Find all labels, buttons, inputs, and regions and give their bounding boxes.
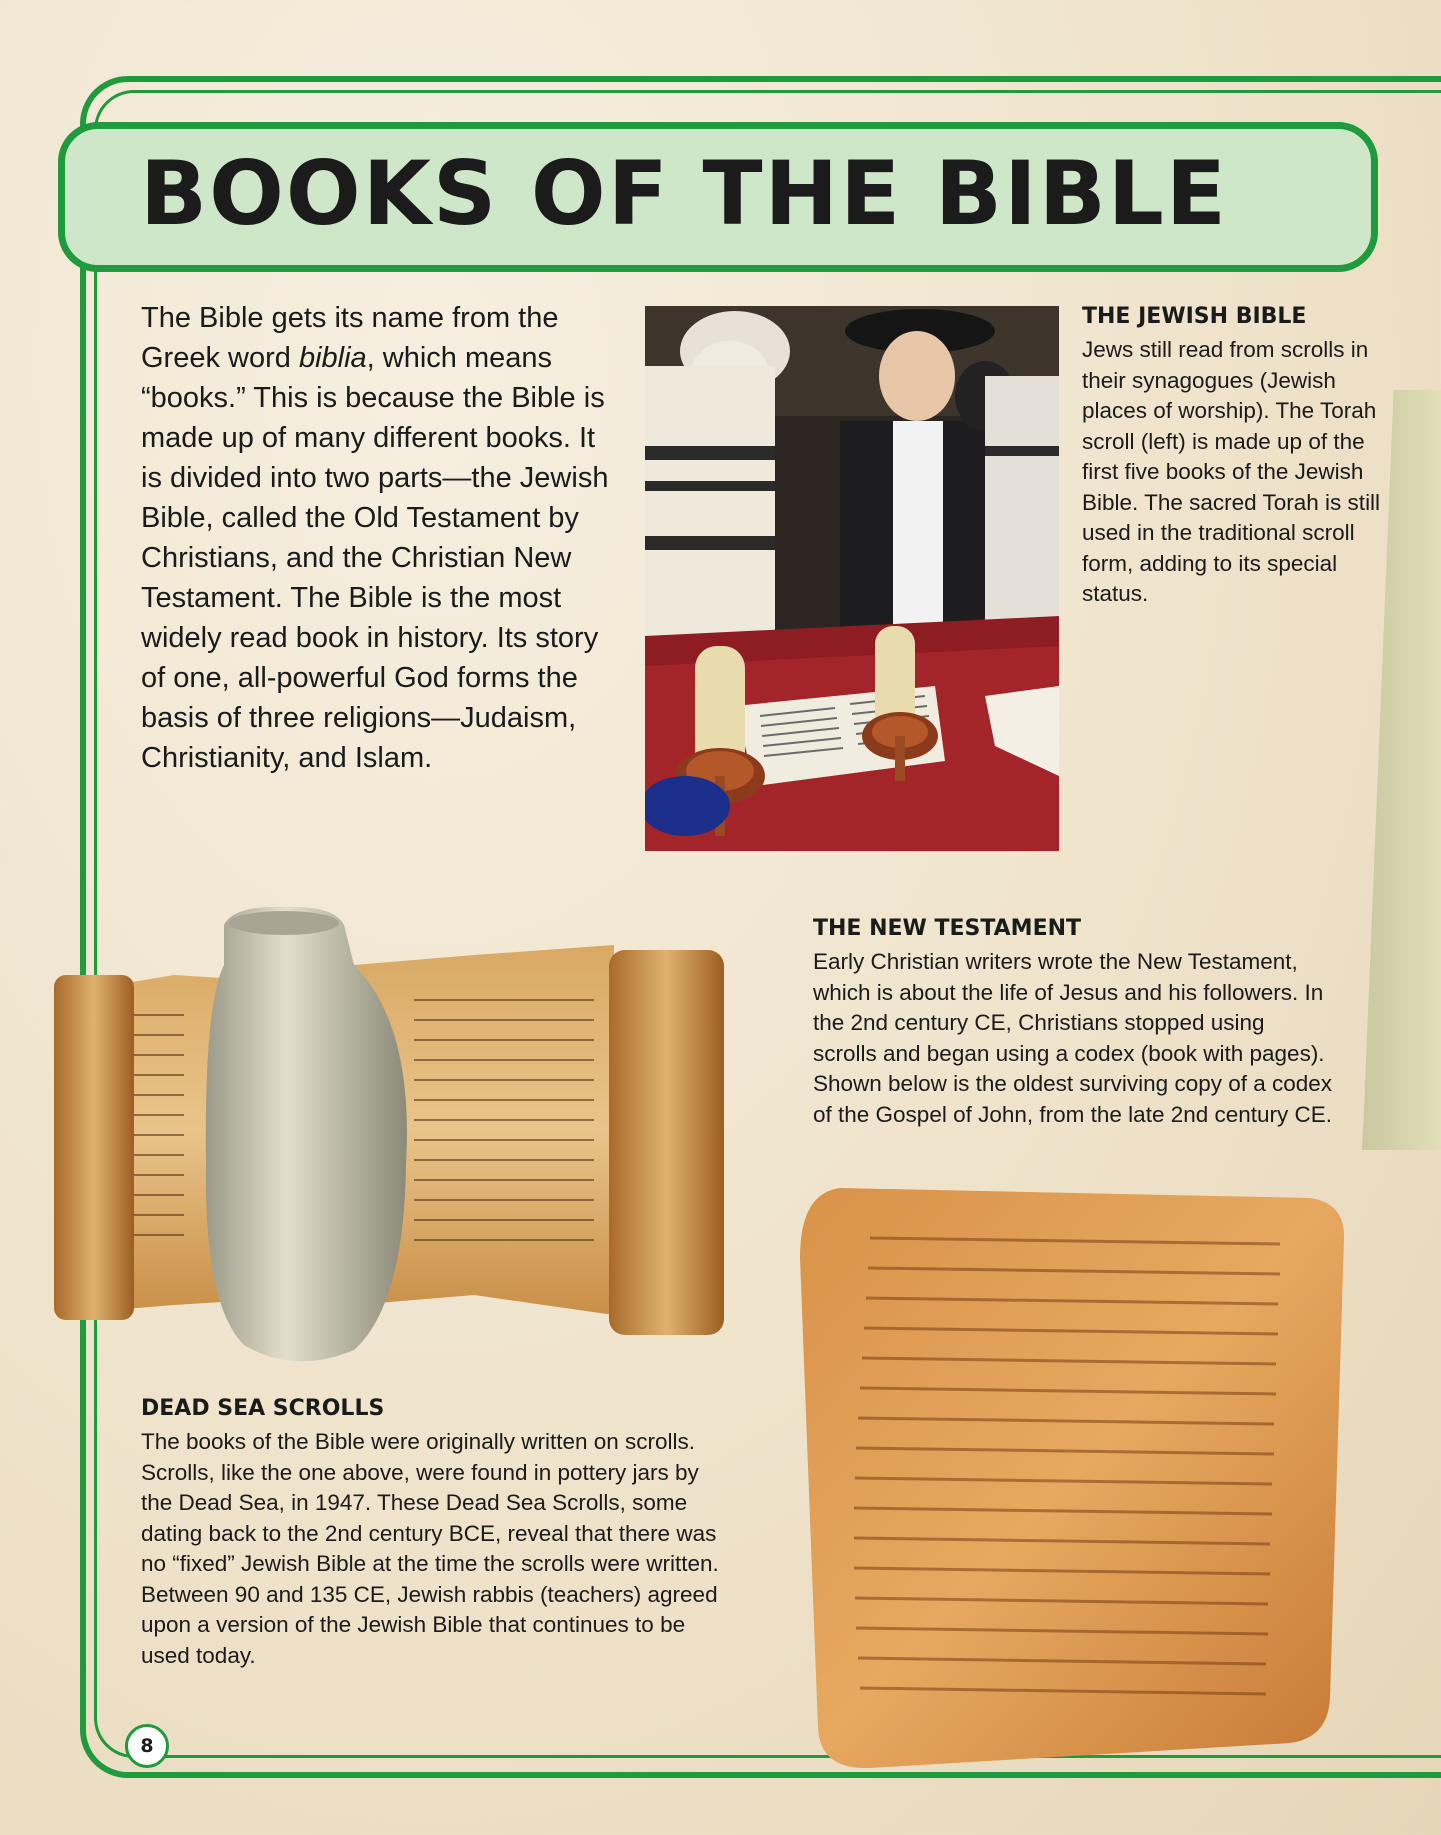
intro-text-start: The Bible gets its name from the Greek word — [141, 302, 559, 374]
new-testament-text: Early Christian writers wrote the New Testament, which is about the life of Jesus and his followers. In the 2nd century CE, Christians stopped using scrolls and began using a codex (book with pages). Shown below is the oldest surviving copy of a codex of the Gospel of John, from the late 2nd century CE. — [813, 949, 1333, 1127]
page-number: 8 — [125, 1724, 169, 1768]
page-title: BOOKS OF THE BIBLE — [140, 142, 1228, 245]
jewish-bible-heading: THE JEWISH BIBLE — [1082, 304, 1307, 329]
intro-paragraph — [141, 298, 611, 778]
intro-italic-word: biblia — [298, 342, 367, 374]
dead-sea-scrolls-caption — [141, 1396, 721, 1671]
dead-sea-scrolls-heading: DEAD SEA SCROLLS — [141, 1396, 385, 1421]
new-testament-caption — [813, 916, 1333, 1130]
codex-papyrus-illustration — [800, 1178, 1346, 1768]
dead-sea-scrolls-text: The books of the Bible were originally written on scrolls. Scrolls, like the one above, were found in pottery jars by the Dead Sea, in 1947. These Dead Sea Scrolls, some dating back to the 2nd century BCE, reveal that there was no “fixed” Jewish Bible at the time the scrolls were written. Between 90 and 135 CE, Jewish rabbis (teachers) agreed upon a version of the Jewish Bible that continues to be used today. — [141, 1429, 719, 1668]
jewish-bible-caption — [1082, 304, 1392, 610]
dead-sea-scroll-and-jar-image — [54, 905, 724, 1375]
intro-text-end: , which means “books.” This is because the Bible is made up of many different books. It is divided into two parts—the Jewish Bible, called the Old Testament by Christians, and the Christian New Testament. The Bible is the most widely read book in history. Its story of one, all-powerful God forms the basis of three religions—Judaism, Christianity, and Islam. — [141, 342, 609, 774]
torah-reading-photo — [645, 306, 1059, 851]
jewish-bible-text: Jews still read from scrolls in their synagogues (Jewish places of worship). The Torah scroll (left) is made up of the first five books of the Jewish Bible. The sacred Torah is still used in the traditional scroll form, adding to its special status. — [1082, 337, 1381, 606]
torah-photo-illustration — [645, 306, 1059, 851]
dead-sea-scroll-illustration — [54, 905, 724, 1375]
new-testament-heading: THE NEW TESTAMENT — [813, 916, 1082, 941]
gospel-of-john-codex-image — [800, 1178, 1346, 1768]
